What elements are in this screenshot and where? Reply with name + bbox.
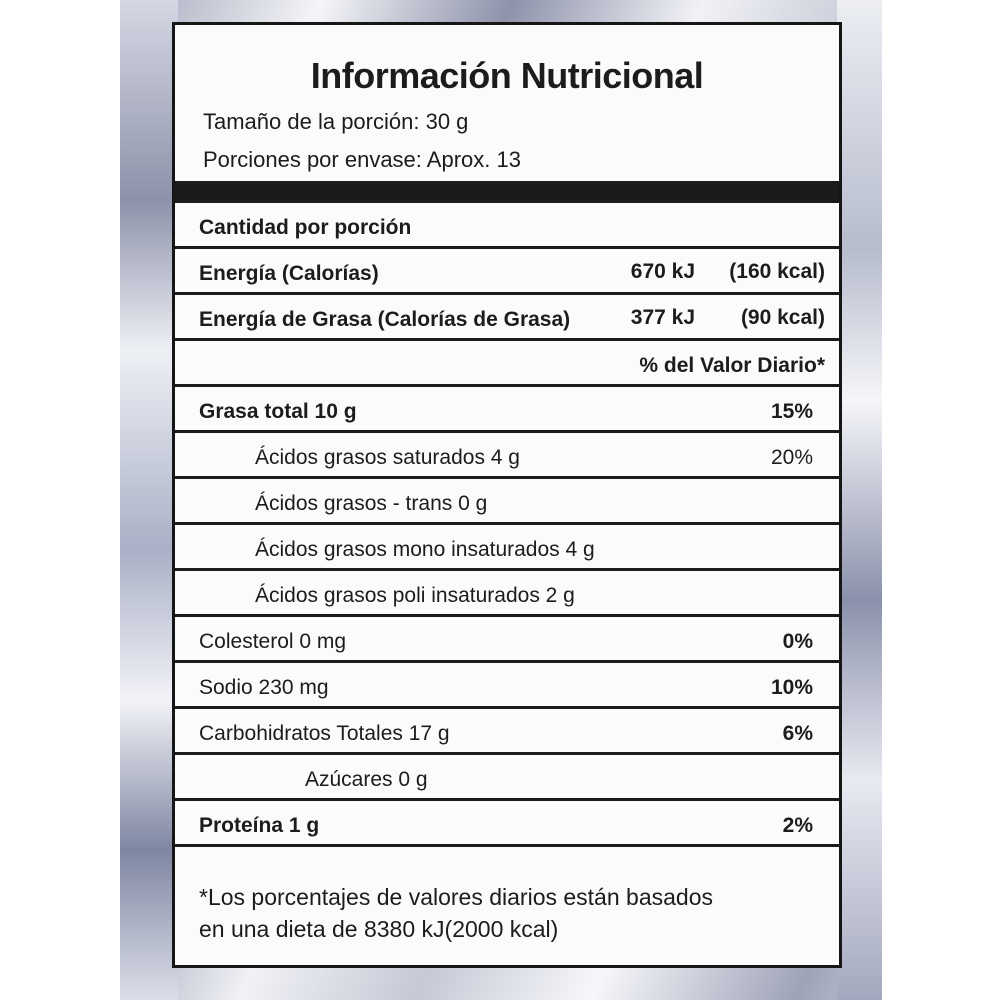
nutrient-row-sodium bbox=[175, 663, 839, 709]
fat-energy-label: Energía de Grasa (Calorías de Grasa) bbox=[199, 308, 571, 331]
fat-energy-kj: 377 kJ bbox=[630, 306, 695, 329]
foil-background-left bbox=[120, 0, 178, 1000]
foil-background-right bbox=[837, 0, 882, 1000]
serving-size: Tamaño de la porción: 30 g bbox=[203, 109, 469, 134]
nutrient-label: Ácidos grasos mono insaturados 4 g bbox=[255, 538, 595, 561]
daily-value-header: % del Valor Diario* bbox=[639, 354, 825, 377]
nutrient-pct: 15% bbox=[770, 400, 813, 423]
background-left bbox=[0, 0, 120, 1000]
fat-energy-kcal: (90 kcal) bbox=[740, 306, 825, 329]
amount-per-serving-row bbox=[175, 203, 839, 249]
nutrient-label: Ácidos grasos poli insaturados 2 g bbox=[255, 584, 575, 607]
nutrient-pct: 10% bbox=[770, 676, 813, 699]
fat-energy-row bbox=[175, 295, 839, 341]
footnote-line-1: *Los porcentajes de valores diarios están basados bbox=[199, 884, 713, 910]
label-header bbox=[175, 25, 839, 181]
label-title: Información Nutricional bbox=[310, 55, 704, 96]
nutrient-label: Grasa total 10 g bbox=[199, 400, 357, 423]
nutrition-rows bbox=[175, 203, 839, 847]
nutrition-label bbox=[172, 22, 842, 968]
nutrient-row-monounsaturated-fat bbox=[175, 525, 839, 571]
nutrient-row-polyunsaturated-fat bbox=[175, 571, 839, 617]
nutrient-row-protein bbox=[175, 801, 839, 847]
background-right bbox=[882, 0, 1000, 1000]
nutrient-row-trans-fat bbox=[175, 479, 839, 525]
nutrient-pct: 2% bbox=[782, 814, 813, 837]
nutrient-label: Colesterol 0 mg bbox=[199, 630, 347, 653]
nutrient-label: Azúcares 0 g bbox=[305, 768, 428, 791]
nutrient-label: Ácidos grasos - trans 0 g bbox=[255, 492, 488, 515]
nutrient-label: Proteína 1 g bbox=[199, 814, 320, 837]
energy-label: Energía (Calorías) bbox=[199, 262, 379, 285]
nutrient-row-total-fat bbox=[175, 387, 839, 433]
energy-kj: 670 kJ bbox=[630, 260, 695, 283]
daily-value-header-row bbox=[175, 341, 839, 387]
nutrient-row-sugars bbox=[175, 755, 839, 801]
amount-per-serving-label: Cantidad por porción bbox=[199, 216, 412, 239]
nutrient-row-saturated-fat bbox=[175, 433, 839, 479]
nutrient-row-cholesterol bbox=[175, 617, 839, 663]
servings-per-container: Porciones por envase: Aprox. 13 bbox=[203, 147, 521, 172]
nutrient-label: Sodio 230 mg bbox=[199, 676, 329, 699]
footnote-line-2: en una dieta de 8380 kJ(2000 kcal) bbox=[199, 916, 559, 942]
nutrient-pct: 0% bbox=[782, 630, 813, 653]
footnote bbox=[199, 881, 821, 945]
nutrient-row-carbohydrates bbox=[175, 709, 839, 755]
nutrient-label: Carbohidratos Totales 17 g bbox=[199, 722, 450, 745]
nutrient-pct: 6% bbox=[782, 722, 813, 745]
nutrient-pct: 20% bbox=[770, 446, 813, 469]
nutrient-label: Ácidos grasos saturados 4 g bbox=[255, 446, 520, 469]
energy-kcal: (160 kcal) bbox=[729, 260, 825, 283]
energy-row bbox=[175, 249, 839, 295]
thick-divider bbox=[175, 181, 839, 203]
